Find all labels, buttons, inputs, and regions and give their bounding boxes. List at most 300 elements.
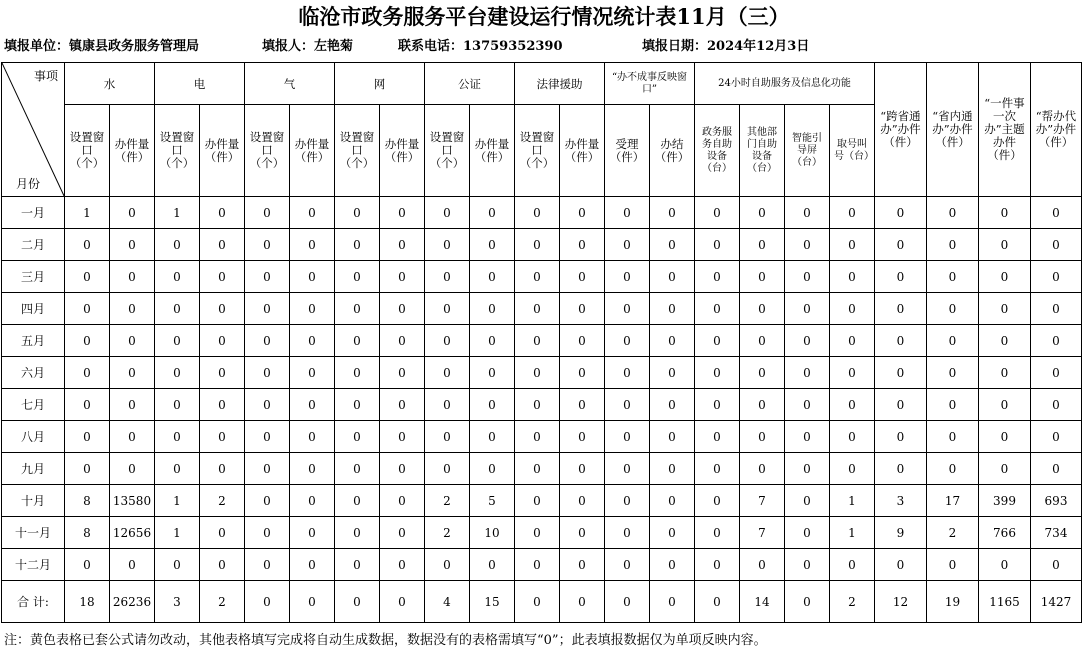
subheader-cell: 设置窗口（个）	[245, 105, 290, 197]
data-cell: 0	[605, 389, 650, 421]
data-cell: 0	[515, 389, 560, 421]
data-cell: 0	[425, 421, 470, 453]
page-title: 临沧市政务服务平台建设运行情况统计表11月（三）	[298, 4, 790, 29]
data-cell: 0	[245, 197, 290, 229]
data-cell: 0	[605, 485, 650, 517]
data-cell: 0	[65, 229, 110, 261]
data-cell: 0	[875, 357, 927, 389]
data-cell: 0	[979, 453, 1031, 485]
data-cell: 0	[830, 261, 875, 293]
data-cell: 0	[290, 517, 335, 549]
data-cell: 0	[65, 293, 110, 325]
data-cell: 0	[695, 453, 740, 485]
data-cell: 0	[245, 357, 290, 389]
data-cell: 0	[290, 293, 335, 325]
data-cell: 0	[515, 325, 560, 357]
data-cell: 0	[515, 293, 560, 325]
data-cell: 0	[65, 357, 110, 389]
table-row	[2, 485, 1082, 517]
data-cell: 0	[830, 325, 875, 357]
data-cell: 399	[979, 485, 1031, 517]
data-cell: 0	[927, 357, 979, 389]
data-cell: 0	[110, 197, 155, 229]
data-cell: 0	[927, 453, 979, 485]
data-cell: 0	[605, 421, 650, 453]
group-header-legal-aid: 法律援助	[515, 63, 605, 105]
data-cell: 0	[380, 357, 425, 389]
data-cell: 0	[335, 357, 380, 389]
header-help-handle: “帮办代办”办件（件）	[1031, 63, 1082, 197]
data-cell: 0	[605, 517, 650, 549]
data-cell: 0	[380, 261, 425, 293]
data-cell: 0	[245, 229, 290, 261]
data-cell: 1	[155, 197, 200, 229]
data-cell: 0	[560, 293, 605, 325]
data-cell: 0	[650, 517, 695, 549]
data-cell: 0	[740, 293, 785, 325]
total-cell: 0	[335, 581, 380, 623]
data-cell: 0	[605, 549, 650, 581]
data-cell: 0	[695, 421, 740, 453]
data-cell: 0	[245, 389, 290, 421]
data-cell: 0	[740, 229, 785, 261]
data-cell: 0	[245, 485, 290, 517]
data-cell: 17	[927, 485, 979, 517]
data-cell: 0	[470, 357, 515, 389]
data-cell: 0	[380, 453, 425, 485]
data-cell: 0	[605, 197, 650, 229]
data-cell: 0	[200, 517, 245, 549]
table-row	[2, 197, 1082, 229]
month-label: 一月	[2, 197, 65, 229]
data-cell: 0	[155, 357, 200, 389]
data-cell: 13580	[110, 485, 155, 517]
data-cell: 0	[650, 229, 695, 261]
data-cell: 0	[830, 293, 875, 325]
data-cell: 0	[875, 261, 927, 293]
data-cell: 0	[875, 325, 927, 357]
data-cell: 0	[65, 261, 110, 293]
data-cell: 0	[110, 549, 155, 581]
data-cell: 0	[290, 357, 335, 389]
data-cell: 0	[335, 293, 380, 325]
data-cell: 0	[155, 261, 200, 293]
data-cell: 0	[1031, 325, 1082, 357]
data-cell: 0	[380, 389, 425, 421]
data-cell: 0	[875, 389, 927, 421]
data-cell: 0	[155, 549, 200, 581]
data-cell: 0	[425, 549, 470, 581]
data-cell: 0	[245, 453, 290, 485]
month-label: 十一月	[2, 517, 65, 549]
subheader-cell: 智能引导屏（台）	[785, 105, 830, 197]
table-row	[2, 229, 1082, 261]
data-cell: 0	[470, 197, 515, 229]
data-cell: 0	[979, 357, 1031, 389]
total-cell: 1427	[1031, 581, 1082, 623]
data-cell: 0	[425, 325, 470, 357]
data-cell: 0	[425, 293, 470, 325]
data-cell: 0	[740, 421, 785, 453]
data-cell: 0	[110, 453, 155, 485]
data-cell: 0	[380, 517, 425, 549]
month-label: 六月	[2, 357, 65, 389]
data-cell: 5	[470, 485, 515, 517]
data-cell: 0	[200, 389, 245, 421]
data-cell: 0	[927, 389, 979, 421]
total-row	[2, 581, 1082, 623]
data-cell: 0	[1031, 197, 1082, 229]
total-cell: 0	[560, 581, 605, 623]
data-cell: 0	[290, 229, 335, 261]
data-cell: 0	[785, 517, 830, 549]
data-cell: 0	[290, 197, 335, 229]
data-cell: 0	[979, 421, 1031, 453]
header-cross-province: “跨省通办”办件（件）	[875, 63, 927, 197]
data-cell: 0	[155, 453, 200, 485]
data-cell: 0	[695, 229, 740, 261]
data-cell: 0	[785, 229, 830, 261]
subheader-cell: 设置窗口（个）	[425, 105, 470, 197]
data-cell: 0	[65, 421, 110, 453]
data-cell: 0	[785, 549, 830, 581]
data-cell: 0	[515, 421, 560, 453]
data-cell: 0	[830, 229, 875, 261]
footnote: 注：黄色表格已套公式请勿改动，其他表格填写完成将自动生成数据，数据没有的表格需填写“0”；此表填报数据仅为单项反映内容。	[4, 633, 767, 648]
data-cell: 1	[155, 517, 200, 549]
data-cell: 0	[785, 421, 830, 453]
table-row	[2, 293, 1082, 325]
data-cell: 0	[1031, 389, 1082, 421]
fill-date: 填报日期：2024年12月3日	[642, 39, 810, 54]
data-cell: 0	[110, 421, 155, 453]
data-cell: 2	[425, 517, 470, 549]
data-cell: 0	[200, 197, 245, 229]
data-cell: 0	[875, 293, 927, 325]
data-cell: 0	[830, 357, 875, 389]
table-row	[2, 549, 1082, 581]
data-cell: 0	[245, 325, 290, 357]
data-cell: 0	[380, 197, 425, 229]
group-header-complaint-window: “办不成事反映窗口”	[605, 63, 695, 105]
data-cell: 2	[927, 517, 979, 549]
data-cell: 0	[380, 293, 425, 325]
data-cell: 0	[155, 325, 200, 357]
subheader-cell: 设置窗口（个）	[515, 105, 560, 197]
table-row	[2, 389, 1082, 421]
data-cell: 0	[290, 485, 335, 517]
data-cell: 0	[110, 229, 155, 261]
total-cell: 0	[515, 581, 560, 623]
data-cell: 0	[695, 325, 740, 357]
data-cell: 0	[515, 517, 560, 549]
data-cell: 1	[65, 197, 110, 229]
data-cell: 0	[245, 293, 290, 325]
month-label: 十二月	[2, 549, 65, 581]
data-cell: 0	[785, 325, 830, 357]
data-cell: 0	[200, 357, 245, 389]
data-cell: 0	[695, 517, 740, 549]
data-cell: 0	[695, 197, 740, 229]
fill-person: 填报人：左艳菊	[262, 39, 354, 54]
data-cell: 0	[740, 357, 785, 389]
total-cell: 0	[290, 581, 335, 623]
data-cell: 0	[740, 261, 785, 293]
month-label: 四月	[2, 293, 65, 325]
total-cell: 12	[875, 581, 927, 623]
data-cell: 0	[927, 229, 979, 261]
data-cell: 0	[335, 197, 380, 229]
data-cell: 0	[1031, 261, 1082, 293]
data-cell: 0	[560, 197, 605, 229]
data-cell: 0	[650, 325, 695, 357]
group-header-network: 网	[335, 63, 425, 105]
data-cell: 0	[695, 261, 740, 293]
data-cell: 0	[560, 517, 605, 549]
total-cell: 14	[740, 581, 785, 623]
data-cell: 0	[110, 389, 155, 421]
group-header-gas: 气	[245, 63, 335, 105]
data-cell: 0	[875, 421, 927, 453]
data-cell: 0	[740, 549, 785, 581]
data-cell: 0	[875, 229, 927, 261]
data-cell: 0	[380, 325, 425, 357]
data-cell: 0	[470, 421, 515, 453]
data-cell: 0	[830, 197, 875, 229]
data-cell: 0	[110, 261, 155, 293]
data-cell: 0	[1031, 293, 1082, 325]
data-cell: 0	[785, 485, 830, 517]
data-cell: 0	[695, 549, 740, 581]
data-cell: 0	[290, 421, 335, 453]
data-cell: 0	[335, 261, 380, 293]
data-cell: 0	[335, 517, 380, 549]
data-cell: 0	[245, 517, 290, 549]
subheader-cell: 办件量（件）	[560, 105, 605, 197]
data-cell: 0	[605, 357, 650, 389]
data-cell: 0	[515, 261, 560, 293]
total-cell: 0	[785, 581, 830, 623]
data-cell: 2	[425, 485, 470, 517]
data-cell: 0	[650, 261, 695, 293]
data-cell: 0	[979, 389, 1031, 421]
data-cell: 0	[200, 549, 245, 581]
data-cell: 0	[740, 453, 785, 485]
corner-header-cell	[2, 63, 65, 197]
subheader-cell: 受理（件）	[605, 105, 650, 197]
total-cell: 19	[927, 581, 979, 623]
data-cell: 0	[155, 229, 200, 261]
table-row	[2, 261, 1082, 293]
data-cell: 0	[927, 293, 979, 325]
data-cell: 0	[650, 453, 695, 485]
data-cell: 0	[335, 549, 380, 581]
data-cell: 0	[335, 325, 380, 357]
data-cell: 0	[245, 421, 290, 453]
header-in-province: “省内通办”办件（件）	[927, 63, 979, 197]
data-cell: 0	[110, 293, 155, 325]
data-cell: 0	[425, 261, 470, 293]
data-cell: 0	[65, 325, 110, 357]
table-row	[2, 517, 1082, 549]
data-cell: 0	[470, 549, 515, 581]
data-cell: 0	[470, 229, 515, 261]
data-cell: 0	[927, 421, 979, 453]
data-cell: 0	[979, 549, 1031, 581]
data-cell: 0	[200, 293, 245, 325]
data-cell: 10	[470, 517, 515, 549]
data-cell: 0	[560, 421, 605, 453]
data-cell: 0	[425, 197, 470, 229]
data-cell: 0	[605, 453, 650, 485]
data-cell: 0	[515, 453, 560, 485]
data-cell: 0	[380, 485, 425, 517]
total-label: 合 计:	[2, 581, 65, 623]
data-cell: 0	[515, 197, 560, 229]
data-cell: 0	[425, 453, 470, 485]
data-cell: 0	[830, 421, 875, 453]
data-cell: 0	[65, 389, 110, 421]
data-cell: 0	[740, 197, 785, 229]
subheader-cell: 设置窗口（个）	[65, 105, 110, 197]
group-header-electric: 电	[155, 63, 245, 105]
data-cell: 0	[695, 389, 740, 421]
data-cell: 7	[740, 485, 785, 517]
data-cell: 0	[155, 293, 200, 325]
subheader-cell: 其他部门自助设备（台）	[740, 105, 785, 197]
data-cell: 0	[605, 261, 650, 293]
data-cell: 0	[560, 549, 605, 581]
data-cell: 0	[155, 421, 200, 453]
data-cell: 0	[695, 293, 740, 325]
data-cell: 0	[979, 325, 1031, 357]
data-cell: 0	[290, 389, 335, 421]
month-label: 五月	[2, 325, 65, 357]
subheader-cell: 办结（件）	[650, 105, 695, 197]
data-cell: 0	[290, 549, 335, 581]
data-cell: 0	[200, 325, 245, 357]
data-cell: 0	[335, 453, 380, 485]
data-cell: 0	[380, 549, 425, 581]
total-cell: 0	[695, 581, 740, 623]
total-cell: 4	[425, 581, 470, 623]
total-cell: 3	[155, 581, 200, 623]
data-cell: 0	[979, 293, 1031, 325]
data-cell: 0	[740, 325, 785, 357]
data-cell: 0	[605, 293, 650, 325]
data-cell: 0	[927, 325, 979, 357]
data-cell: 0	[650, 549, 695, 581]
data-cell: 0	[560, 453, 605, 485]
data-cell: 0	[470, 293, 515, 325]
data-cell: 0	[470, 325, 515, 357]
data-cell: 1	[830, 517, 875, 549]
data-cell: 7	[740, 517, 785, 549]
data-cell: 0	[927, 261, 979, 293]
group-header-notary: 公证	[425, 63, 515, 105]
total-cell: 26236	[110, 581, 155, 623]
data-cell: 0	[425, 229, 470, 261]
data-cell: 734	[1031, 517, 1082, 549]
data-cell: 0	[470, 453, 515, 485]
data-cell: 0	[200, 453, 245, 485]
data-cell: 0	[560, 485, 605, 517]
data-cell: 0	[740, 389, 785, 421]
data-cell: 0	[785, 389, 830, 421]
month-label: 二月	[2, 229, 65, 261]
group-header-self-service: 24小时自助服务及信息化功能	[695, 63, 875, 105]
data-cell: 0	[875, 197, 927, 229]
data-cell: 2	[200, 485, 245, 517]
data-cell: 0	[335, 421, 380, 453]
header-one-thing: “一件事一次办”主题办件（件）	[979, 63, 1031, 197]
subheader-cell: 办件量（件）	[110, 105, 155, 197]
data-cell: 0	[515, 229, 560, 261]
data-cell: 0	[830, 453, 875, 485]
table-row	[2, 325, 1082, 357]
data-cell: 8	[65, 517, 110, 549]
data-cell: 0	[875, 549, 927, 581]
subheader-cell: 设置窗口（个）	[155, 105, 200, 197]
data-cell: 0	[470, 389, 515, 421]
subheader-cell: 取号叫号（台）	[830, 105, 875, 197]
data-cell: 0	[200, 261, 245, 293]
total-cell: 15	[470, 581, 515, 623]
total-cell: 0	[380, 581, 425, 623]
data-cell: 0	[380, 421, 425, 453]
table-row	[2, 357, 1082, 389]
total-cell: 1165	[979, 581, 1031, 623]
data-cell: 0	[515, 357, 560, 389]
data-cell: 0	[927, 549, 979, 581]
data-cell: 0	[560, 261, 605, 293]
data-cell: 3	[875, 485, 927, 517]
data-cell: 0	[155, 389, 200, 421]
month-label: 十月	[2, 485, 65, 517]
data-cell: 0	[245, 549, 290, 581]
month-label: 九月	[2, 453, 65, 485]
data-cell: 0	[560, 357, 605, 389]
data-cell: 766	[979, 517, 1031, 549]
data-cell: 0	[200, 421, 245, 453]
data-cell: 0	[290, 453, 335, 485]
total-cell: 2	[830, 581, 875, 623]
data-cell: 0	[65, 549, 110, 581]
data-cell: 0	[605, 325, 650, 357]
data-cell: 0	[110, 357, 155, 389]
data-cell: 0	[830, 389, 875, 421]
month-label: 八月	[2, 421, 65, 453]
total-cell: 0	[605, 581, 650, 623]
data-cell: 0	[380, 229, 425, 261]
data-cell: 0	[979, 229, 1031, 261]
contact-phone: 联系电话：13759352390	[398, 39, 563, 54]
fill-unit: 填报单位：镇康县政务服务管理局	[4, 39, 200, 54]
data-cell: 0	[425, 357, 470, 389]
data-cell: 0	[785, 197, 830, 229]
subheader-cell: 政务服务自助设备（台）	[695, 105, 740, 197]
table-row	[2, 453, 1082, 485]
data-cell: 0	[605, 229, 650, 261]
data-cell: 0	[560, 325, 605, 357]
total-cell: 0	[650, 581, 695, 623]
data-cell: 0	[335, 389, 380, 421]
month-label: 七月	[2, 389, 65, 421]
subheader-cell: 办件量（件）	[470, 105, 515, 197]
total-cell: 2	[200, 581, 245, 623]
data-cell: 0	[515, 549, 560, 581]
data-cell: 0	[335, 229, 380, 261]
